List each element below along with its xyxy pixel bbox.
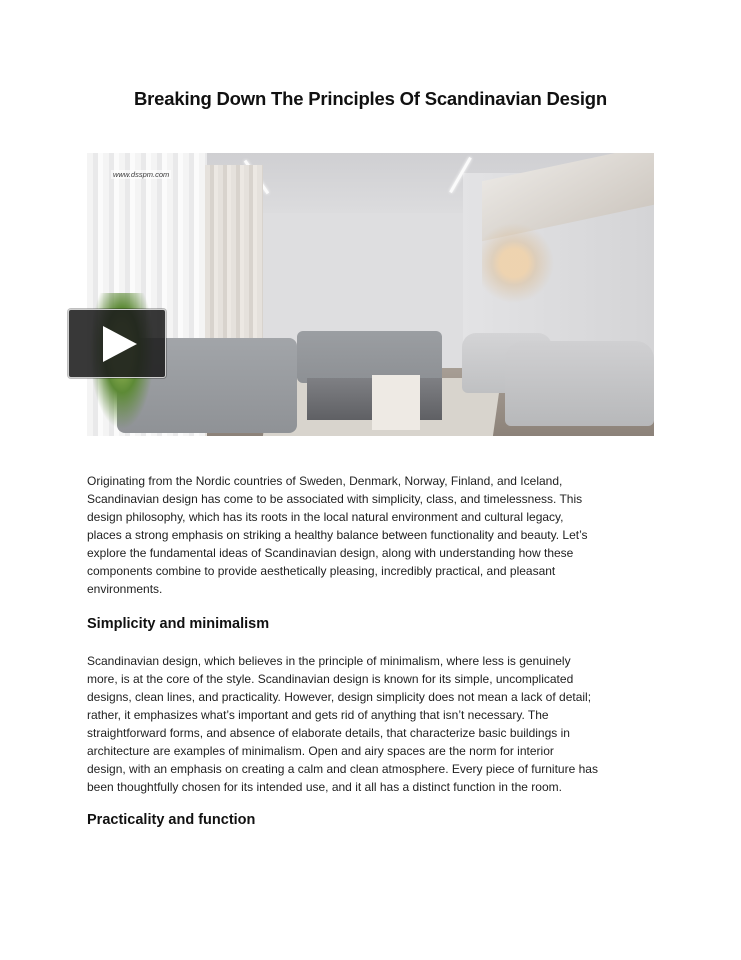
text-line: Scandinavian design has come to be associated with simplicity, class, and timelessness. This	[87, 492, 583, 506]
play-icon	[103, 326, 137, 362]
text-line: design philosophy, which has its roots in the local natural environment and cultural legacy,	[87, 510, 564, 524]
text-line: Scandinavian design, which believes in the principle of minimalism, where less is genuinely	[87, 654, 571, 668]
text-line: Originating from the Nordic countries of Sweden, Denmark, Norway, Finland, and Iceland,	[87, 474, 563, 488]
table-runner	[372, 375, 420, 430]
intro-paragraph	[87, 472, 657, 598]
text-line: been thoughtfully chosen for its intended use, and it all has a distinct function in the room.	[87, 780, 562, 794]
text-line: environments.	[87, 582, 163, 596]
text-line: design, with an emphasis on creating a calm and clean atmosphere. Every piece of furniture has	[87, 762, 598, 776]
section-paragraph	[87, 652, 657, 796]
text-line: components combine to provide aesthetically pleasing, incredibly practical, and pleasant	[87, 564, 556, 578]
text-line: more, is at the core of the style. Scandinavian design is known for its simple, uncomplicated	[87, 672, 574, 686]
text-line: explore the fundamental ideas of Scandinavian design, along with understanding how these	[87, 546, 574, 560]
armchair	[505, 341, 654, 426]
text-line: rather, it emphasizes what’s important and gets rid of anything that isn’t necessary. The	[87, 708, 549, 722]
text-line: designs, clean lines, and practicality. However, design simplicity does not mean a lack of detail;	[87, 690, 592, 704]
section-heading: Practicality and function	[87, 812, 256, 828]
text-line: places a strong emphasis on striking a healthy balance between functionality and beauty. Let’s	[87, 528, 588, 542]
section-heading: Simplicity and minimalism	[87, 616, 270, 632]
text-line: straightforward forms, and absence of elaborate details, that characterize basic buildings in	[87, 726, 570, 740]
pendant-lights	[482, 223, 562, 303]
play-button[interactable]	[68, 309, 166, 378]
document-title: Breaking Down The Principles Of Scandinavian Design	[134, 88, 607, 109]
text-line: architecture are examples of minimalism. Open and airy spaces are the norm for interior	[87, 744, 554, 758]
hero-image	[87, 153, 654, 436]
back-sofa	[297, 331, 442, 383]
image-watermark: www.dsspm.com	[113, 170, 170, 179]
